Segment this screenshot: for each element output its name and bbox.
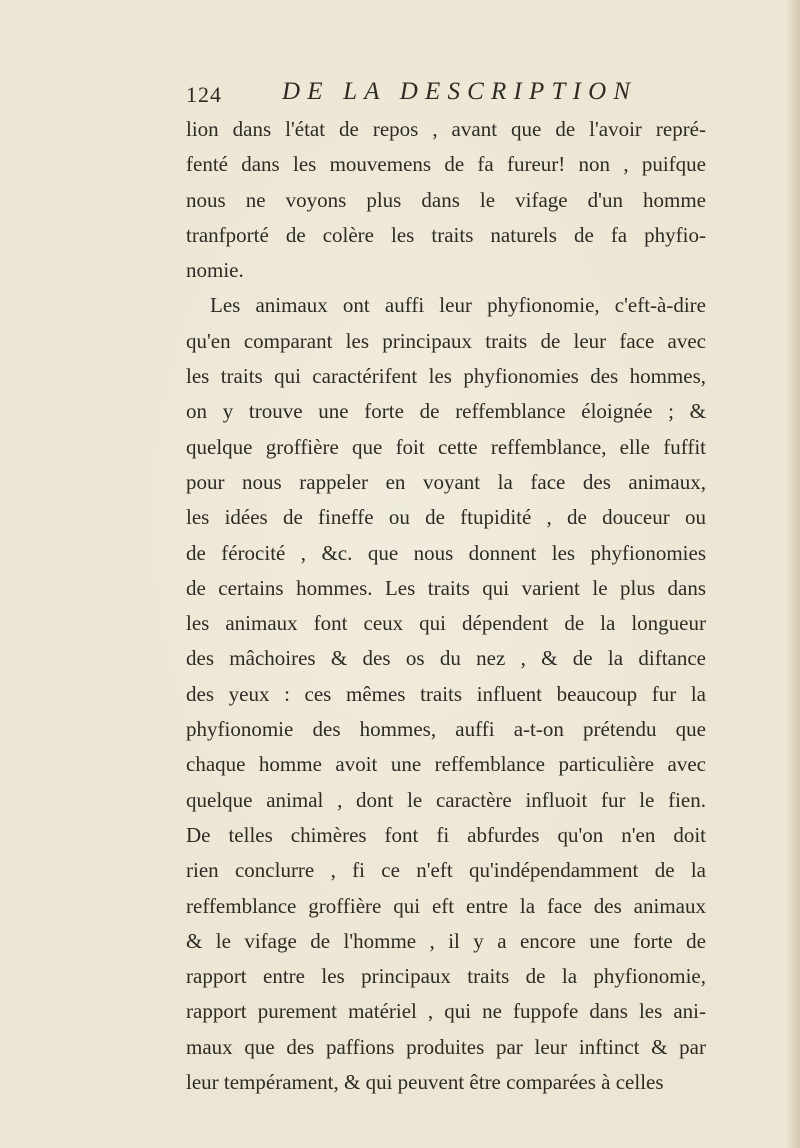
text-line: maux que des paffions produites par leur inftinct & par [186, 1034, 706, 1059]
text-line: fenté dans les mouvemens de fa fureur! non , puifque [186, 152, 706, 177]
text-line: Les animaux ont auffi leur phyfionomie, c'eft-à-dire [210, 293, 706, 318]
text-line: de certains hommes. Les traits qui varient le plus dans [186, 575, 706, 600]
text-line: & le vifage de l'homme , il y a encore une forte de [186, 928, 706, 953]
text-line: pour nous rappeler en voyant la face des animaux, [186, 469, 706, 494]
text-line: rapport entre les principaux traits de la phyfionomie, [186, 964, 706, 989]
text-line: reffemblance groffière qui eft entre la face des animaux [186, 893, 706, 918]
text-line: rapport purement matériel , qui ne fuppofe dans les ani- [186, 999, 706, 1024]
text-line: de férocité , &c. que nous donnent les phyfionomies [186, 540, 706, 565]
text-line: quelque groffière que foit cette reffemblance, elle fuffit [186, 434, 706, 459]
text-line: qu'en comparant les principaux traits de leur face avec [186, 328, 706, 353]
text-line: des mâchoires & des os du nez , & de la diftance [186, 646, 706, 671]
text-line: quelque animal , dont le caractère influoit fur le fien. [186, 787, 706, 812]
text-line: des yeux : ces mêmes traits influent beaucoup fur la [186, 681, 706, 706]
text-line: rien conclurre , fi ce n'eft qu'indépendamment de la [186, 858, 706, 883]
text-line: nomie. [186, 258, 244, 283]
text-line: leur tempérament, & qui peuvent être comparées à celles [186, 1070, 664, 1095]
running-title: DE LA DESCRIPTION [282, 78, 638, 105]
text-line: chaque homme avoit une reffemblance particulière avec [186, 752, 706, 777]
text-line: les traits qui caractérifent les phyfionomies des hommes, [186, 364, 706, 389]
text-line: De telles chimères font fi abfurdes qu'on n'en doit [186, 822, 706, 847]
page-number: 124 [186, 82, 222, 107]
text-line: phyfionomie des hommes, auffi a-t-on prétendu que [186, 717, 706, 742]
page-edge-shadow [786, 0, 800, 1148]
body-text [186, 112, 706, 1100]
text-line: lion dans l'état de repos , avant que de l'avoir repré- [186, 117, 706, 141]
text-line: les animaux font ceux qui dépendent de la longueur [186, 611, 706, 636]
text-line: tranfporté de colère les traits naturels de fa phyfio- [186, 222, 706, 247]
text-line: nous ne voyons plus dans le vifage d'un homme [186, 187, 706, 212]
text-line: les idées de fineffe ou de ftupidité , de douceur ou [186, 505, 706, 530]
text-line: on y trouve une forte de reffemblance éloignée ; & [186, 399, 706, 424]
